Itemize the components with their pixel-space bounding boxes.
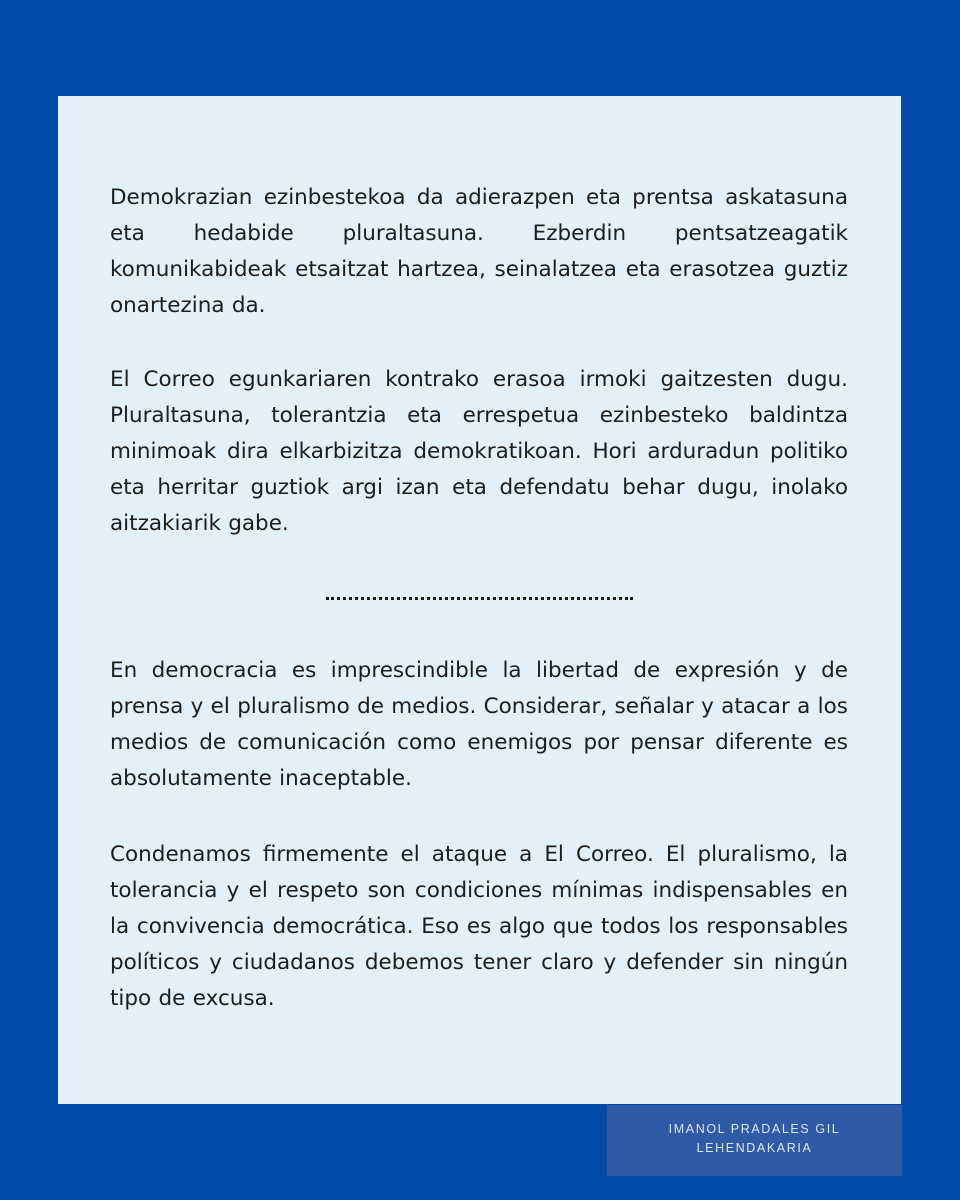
dotted-divider — [326, 597, 633, 600]
statement-card — [58, 96, 901, 1104]
spanish-paragraph-1: En democracia es imprescindible la libertad de expresión y de prensa y el pluralismo de medios. Considerar, señalar y atacar a los medios de comunicación como enemigos por pensar diferente es absolutamente inaceptable. — [110, 658, 848, 791]
spanish-paragraph-2: Condenamos firmemente el ataque a El Correo. El pluralismo, la tolerancia y el respeto son condiciones mínimas indispensables en la convivencia democrática. Eso es algo que todos los responsables políticos y ciudadanos debemos tener claro y defender sin ningún tipo de excusa. — [110, 842, 848, 1011]
signature-box — [607, 1105, 902, 1176]
basque-paragraph-1: Demokrazian ezinbestekoa da adierazpen eta prentsa askatasuna eta hedabide pluraltasuna. Ezberdin pentsatzeagatik komunikabideak etsaitzat hartzea, seinalatzea eta erasotzea guztiz onartezina da. — [110, 185, 848, 318]
signature-name: IMANOL PRADALES GIL — [668, 1122, 841, 1136]
basque-paragraph-2: El Correo egunkariaren kontrako erasoa irmoki gaitzesten dugu. Pluraltasuna, tolerantzia eta errespetua ezinbesteko baldintza minimoak dira elkarbizitza demokratikoan. Hori arduradun politiko eta herritar guztiok argi izan eta defendatu behar dugu, inolako aitzakiarik gabe. — [110, 367, 848, 536]
signature-title: LEHENDAKARIA — [696, 1141, 813, 1155]
